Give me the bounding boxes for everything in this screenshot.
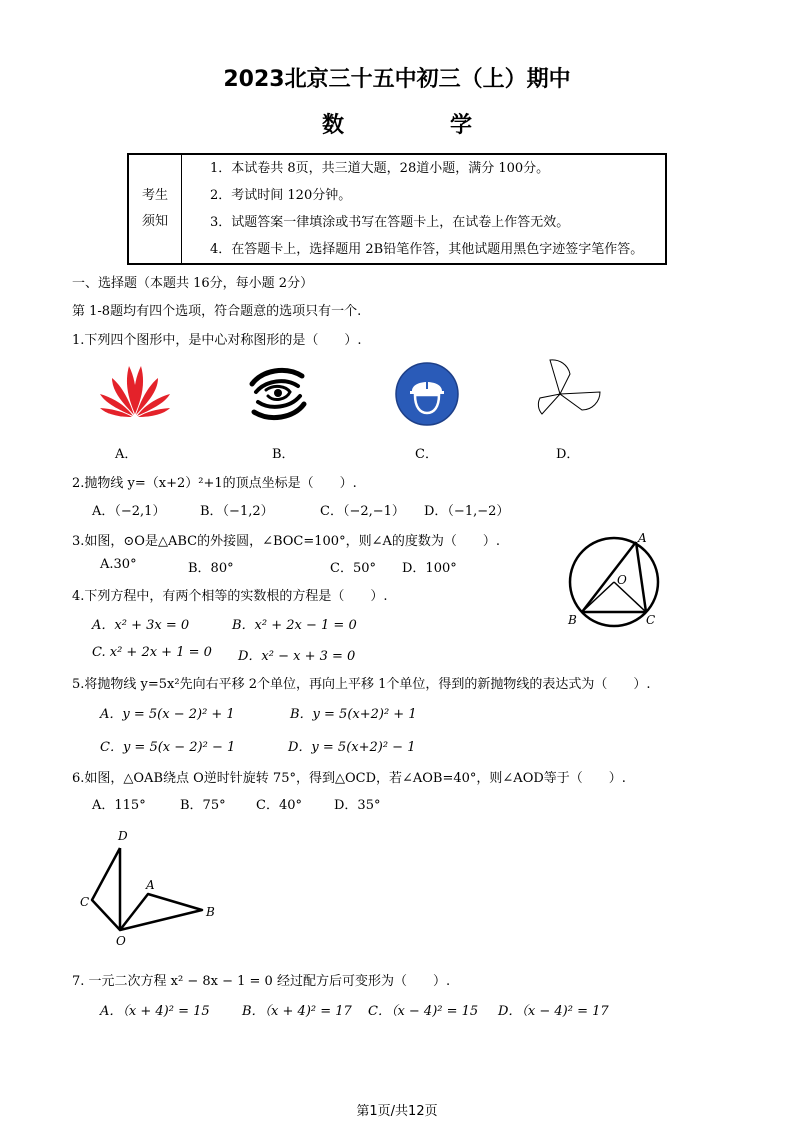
q3-option-c: C．50°: [330, 561, 376, 576]
q4-option-a: A．x² + 3x = 0: [92, 618, 190, 633]
q3-option-b: B．80°: [188, 561, 234, 576]
q6-label-o: O: [116, 934, 126, 948]
q3-label-c: C: [646, 613, 656, 627]
q6-label-d: D: [118, 829, 128, 843]
q2-option-c: C．（−2,−1）: [320, 504, 405, 519]
q2-option-b: B．（−1,2）: [200, 504, 274, 519]
q1-option-b: B．: [272, 447, 295, 462]
q7-option-d: D．（x − 4)² = 17: [498, 1004, 609, 1019]
q3-option-a: A.30°: [100, 557, 137, 572]
notice-rule: 1．本试卷共 8页，共三道大题，28道小题，满分 100分。: [210, 161, 550, 176]
q4-stem: 4.下列方程中，有两个相等的实数根的方程是（ ）.: [72, 589, 388, 604]
q3-stem: 3.如图，⊙O是△ABC的外接圆，∠BOC=100°，则∠A的度数为（ ）.: [72, 534, 500, 549]
notice-box: [127, 153, 667, 265]
q2-option-a: A．（−2,1）: [92, 504, 166, 519]
q4-option-d: D．x² − x + 3 = 0: [238, 649, 356, 664]
q6-option-a: A．115°: [92, 798, 146, 813]
q6-stem: 6.如图，△OAB绕点 O逆时针旋转 75°，得到△OCD，若∠AOB=40°，则∠AOD等于（ ）.: [72, 771, 626, 786]
q1-stem: 1.下列四个图形中，是中心对称图形的是（ ）.: [72, 333, 362, 348]
notice-rules: [182, 154, 667, 264]
q2-stem: 2.抛物线 y=（x+2）²+1的顶点坐标是（ ）.: [72, 476, 357, 491]
q3-label-a: A: [638, 531, 647, 545]
q6-rotation-figure: [76, 826, 226, 950]
three-blade-fan-icon: [536, 356, 606, 418]
page-footer: 第1页/共12页: [356, 1104, 438, 1119]
section-instruction: 第 1-8题均有四个选项，符合题意的选项只有一个.: [72, 304, 362, 319]
q6-option-b: B．75°: [180, 798, 226, 813]
q5-option-a: A．y = 5(x − 2)² + 1: [100, 707, 235, 722]
q3-option-d: D．100°: [402, 561, 457, 576]
q4-option-b: B．x² + 2x − 1 = 0: [232, 618, 357, 633]
q6-label-b: B: [206, 905, 215, 919]
page-title: 2023北京三十五中初三（上）期中: [223, 67, 571, 92]
q1-option-d: D．: [556, 447, 580, 462]
q2-option-d: D．（−1,−2）: [424, 504, 510, 519]
q5-option-d: D．y = 5(x+2)² − 1: [288, 740, 416, 755]
q7-option-c: C．（x − 4)² = 15: [368, 1004, 479, 1019]
q1-option-c: C．: [415, 447, 438, 462]
q3-label-b: B: [568, 613, 577, 627]
swirl-logo-icon: [246, 362, 310, 426]
q4-option-c: C. x² + 2x + 1 = 0: [92, 645, 212, 660]
q5-option-b: B．y = 5(x+2)² + 1: [290, 707, 417, 722]
notice-rule: 3．试题答案一律填涂或书写在答题卡上，在试卷上作答无效。: [210, 215, 570, 230]
q5-stem: 5.将抛物线 y=5x²先向右平移 2个单位，再向上平移 1个单位，得到的新抛物线的表达式为（ ）.: [72, 677, 651, 692]
q6-option-c: C．40°: [256, 798, 302, 813]
notice-label: 考生 须知: [128, 154, 182, 264]
q6-option-d: D．35°: [334, 798, 381, 813]
q3-label-o: O: [617, 573, 627, 587]
q3-circle-figure: [560, 528, 670, 632]
safety-helmet-sign-icon: [394, 361, 460, 427]
subject-title: 数 学: [321, 113, 514, 138]
q7-option-b: B．（x + 4)² = 17: [242, 1004, 352, 1019]
section-heading: 一、选择题（本题共 16分，每小题 2分）: [72, 276, 314, 291]
huawei-logo-icon: [96, 360, 174, 420]
q1-option-a: A．: [115, 447, 138, 462]
notice-rule: 2．考试时间 120分钟。: [210, 188, 352, 203]
q7-stem: 7. 一元二次方程 x² − 8x − 1 = 0 经过配方后可变形为（ ）.: [72, 974, 451, 989]
q5-option-c: C．y = 5(x − 2)² − 1: [100, 740, 236, 755]
notice-rule: 4．在答题卡上，选择题用 2B铅笔作答，其他试题用黑色字迹签字笔作答。: [210, 242, 644, 257]
q6-label-c: C: [80, 895, 90, 909]
q7-option-a: A．（x + 4)² = 15: [100, 1004, 210, 1019]
q6-label-a: A: [146, 878, 155, 892]
